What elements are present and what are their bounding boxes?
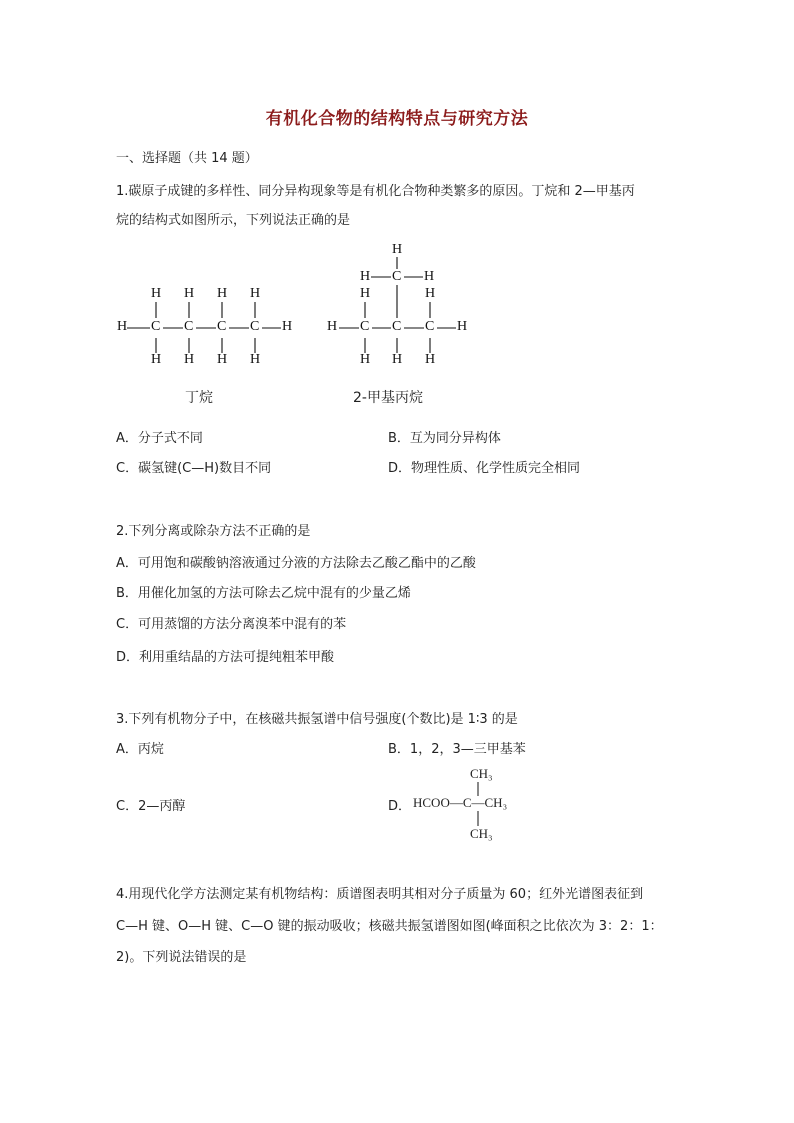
atom-H: H	[425, 352, 436, 367]
q3-stem: 3.下列有机物分子中，在核磁共振氢谱中信号强度(个数比)是 1∶3 的是	[116, 712, 518, 727]
atom-H: H	[424, 269, 435, 284]
atom-H: H	[117, 319, 128, 334]
q1-option-d: D．物理性质、化学性质完全相同	[388, 461, 581, 476]
q1-stem-line1: 1.碳原子成键的多样性、同分异构现象等是有机化合物种类繁多的原因。丁烷和 2—甲基丙	[116, 184, 635, 199]
q4-line3: 2)。下列说法错误的是	[116, 950, 247, 965]
atom-C: C	[151, 319, 161, 334]
q2-option-c: C．可用蒸馏的方法分离溴苯中混有的苯	[116, 617, 347, 632]
q1-option-c: C．碳氢键(C—H)数目不同	[116, 461, 272, 476]
atom-H: H	[184, 352, 195, 367]
atom-C: C	[184, 319, 194, 334]
q2-option-d: D．利用重结晶的方法可提纯粗苯甲酸	[116, 650, 335, 665]
butane-caption: 丁烷	[185, 390, 213, 406]
atom-C: C	[392, 319, 402, 334]
q1-option-b: B．互为同分异构体	[388, 431, 501, 446]
isobutane-caption: 2-甲基丙烷	[353, 390, 423, 406]
atom-H: H	[151, 352, 162, 367]
q1-structure-figure	[0, 0, 794, 420]
atom-C: C	[250, 319, 260, 334]
atom-H: H	[327, 319, 338, 334]
section-heading: 一、选择题（共 14 题）	[116, 151, 258, 166]
q3-option-b: B．1，2，3—三甲基苯	[388, 742, 526, 757]
q1-option-a: A．分子式不同	[116, 431, 203, 446]
atom-H: H	[360, 352, 371, 367]
atom-H: H	[425, 286, 436, 301]
q3-option-d-label: D．	[388, 799, 412, 814]
atom-H: H	[217, 352, 228, 367]
atom-C: C	[392, 269, 402, 284]
ester-main-chain: HCOO—C—CH₃	[413, 795, 508, 810]
atom-H: H	[250, 352, 261, 367]
atom-H: H	[282, 319, 293, 334]
q4-line2: C—H 键、O—H 键、C—O 键的振动吸收；核磁共振氢谱图如图(峰面积之比依次为 3：2：1：	[116, 919, 663, 934]
atom-H: H	[151, 286, 162, 301]
q3-option-a: A．丙烷	[116, 742, 164, 757]
atom-C: C	[425, 319, 435, 334]
atom-H: H	[217, 286, 228, 301]
methyl-top: CH₃	[470, 766, 493, 781]
q2-stem: 2.下列分离或除杂方法不正确的是	[116, 524, 311, 539]
atom-H: H	[360, 269, 371, 284]
q4-line1: 4.用现代化学方法测定某有机物结构：质谱图表明其相对分子质量为 60；红外光谱图表征到	[116, 887, 644, 902]
q3-option-c: C．2—丙醇	[116, 799, 186, 814]
atom-H: H	[360, 286, 371, 301]
atom-H: H	[392, 242, 403, 257]
q1-stem-line2: 烷的结构式如图所示，下列说法正确的是	[116, 213, 351, 228]
methyl-bottom: CH₃	[470, 826, 493, 841]
atom-H: H	[392, 352, 403, 367]
atom-H: H	[457, 319, 468, 334]
page-title: 有机化合物的结构特点与研究方法	[265, 109, 529, 129]
atom-H: H	[184, 286, 195, 301]
atom-C: C	[360, 319, 370, 334]
atom-C: C	[217, 319, 227, 334]
q2-option-a: A．可用饱和碳酸钠溶液通过分液的方法除去乙酸乙酯中的乙酸	[116, 556, 476, 571]
q2-option-b: B．用催化加氢的方法可除去乙烷中混有的少量乙烯	[116, 586, 411, 601]
atom-H: H	[250, 286, 261, 301]
